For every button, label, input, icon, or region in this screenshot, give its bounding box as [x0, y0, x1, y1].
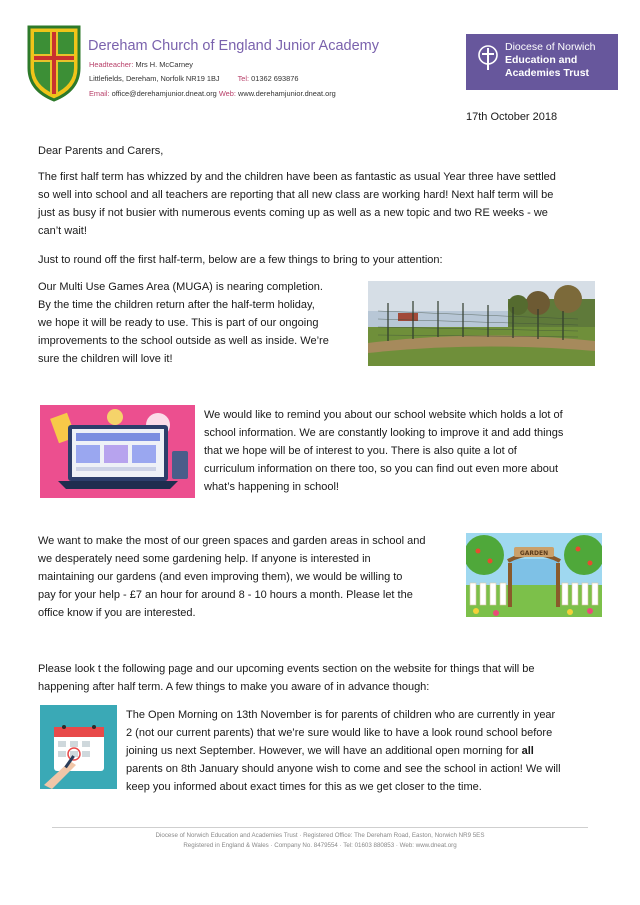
intro-line: just as busy if not busier with numerous events coming up as well as a new topic and two RE weeks - we: [38, 207, 548, 219]
tel-label: Tel:: [237, 74, 250, 83]
website-illustration: [40, 405, 195, 498]
garden-paragraph: [38, 532, 425, 622]
address-line: [89, 74, 298, 83]
following-paragraph: [38, 660, 535, 696]
intro-line: The first half term has whizzed by and the children have been as fantastic as usual Year three have settled: [38, 171, 556, 183]
website-line: what’s happening in school!: [204, 481, 339, 493]
open-morning-line: The Open Morning on 13th November is for parents of children who are currently in year: [126, 709, 556, 721]
trust-name-line2: Education and: [505, 54, 578, 66]
website-line: school information. We are constantly looking to improve it and add things: [204, 427, 564, 439]
open-morning-bold: all: [521, 745, 534, 757]
school-name: Dereham Church of England Junior Academy: [88, 38, 379, 54]
diocese-trust-logo: [466, 34, 618, 90]
contact-line: [89, 89, 336, 98]
open-morning-line: keep you informed about exact times for this as we get closer to the time.: [126, 781, 482, 793]
open-morning-text: joining us next September. However, we will have an additional open morning for: [126, 745, 522, 757]
muga-photo: [368, 281, 595, 366]
website-line: that we hope will be of interest to you. There is also quite a lot of: [204, 445, 517, 457]
trust-emblem-icon: [476, 44, 500, 74]
open-morning-line: 2 (not our current parents) that we’re sure would like to have a look round school before: [126, 727, 553, 739]
roundoff-line: Just to round off the first half-term, below are a few things to bring to your attention:: [38, 254, 443, 266]
garden-line: office know if you are interested.: [38, 607, 196, 619]
garden-sign-text: GARDEN: [519, 550, 549, 557]
website-paragraph: [204, 406, 563, 496]
headteacher-line: [89, 60, 193, 69]
headteacher-label: Headteacher:: [89, 60, 134, 69]
school-crest-logo: [26, 24, 82, 102]
muga-line: we hope it will be ready to use. This is part of our ongoing: [38, 317, 319, 329]
muga-line: Our Multi Use Games Area (MUGA) is nearing completion.: [38, 281, 323, 293]
website-line: We would like to remind you about our school website which holds a lot of: [204, 409, 563, 421]
following-line: Please look t the following page and our upcoming events section on the website for things that will be: [38, 663, 535, 675]
trust-name-line1: Diocese of Norwich: [505, 41, 596, 53]
garden-illustration: [466, 533, 602, 617]
garden-line: pay for your help - £7 an hour for around 8 - 10 hours a month. Please let the: [38, 589, 413, 601]
calendar-illustration: [40, 705, 117, 789]
garden-line: maintaining our gardens (and even improving them), we would be willing to: [38, 571, 403, 583]
school-address: Littlefields, Dereham, Norfolk NR19 1BJ: [89, 74, 220, 83]
following-line: happening after half term. A few things to make you aware of in advance though:: [38, 681, 430, 693]
email-address[interactable]: office@derehamjunior.dneat.org: [111, 89, 217, 98]
intro-line: so well into school and all teachers are reporting that all new class are working hard! Next half term will be: [38, 189, 554, 201]
open-morning-paragraph: [126, 706, 561, 796]
footer-divider: [52, 827, 588, 828]
intro-line: can’t wait!: [38, 225, 87, 237]
footer-line1: Diocese of Norwich Education and Academies Trust · Registered Office: The Dereham Road, Easton, Norwich NR9 5ES: [155, 832, 485, 839]
muga-line: sure the children will love it!: [38, 353, 173, 365]
website-line: curriculum information on there too, so you can find out even more about: [204, 463, 559, 475]
muga-line: By the time the children return after the half-term holiday,: [38, 299, 315, 311]
garden-line: We want to make the most of our green spaces and garden areas in school and: [38, 535, 426, 547]
trust-name-line3: Academies Trust: [505, 67, 590, 79]
headteacher-name: Mrs H. McCarney: [135, 60, 193, 69]
web-address[interactable]: www.derehamjunior.dneat.org: [238, 89, 336, 98]
email-label: Email:: [89, 89, 110, 98]
open-morning-line: [126, 742, 561, 760]
muga-paragraph: [38, 278, 329, 368]
web-label: Web:: [218, 89, 236, 98]
tel-number: 01362 693876: [251, 74, 299, 83]
garden-line: we desperately need some gardening help. If anyone is interested in: [38, 553, 371, 565]
footer-line2: Registered in England & Wales · Company No. 8479554 · Tel: 01603 880853 · Web: www.dneat.org: [183, 842, 457, 849]
open-morning-line: parents on 8th January should anyone wish to come and see the school in action! We will: [126, 763, 561, 775]
letter-date: 17th October 2018: [466, 111, 558, 123]
salutation: Dear Parents and Carers,: [38, 145, 164, 157]
intro-paragraph: [38, 168, 556, 240]
muga-line: improvements to the school outside as well as inside. We’re: [38, 335, 329, 347]
